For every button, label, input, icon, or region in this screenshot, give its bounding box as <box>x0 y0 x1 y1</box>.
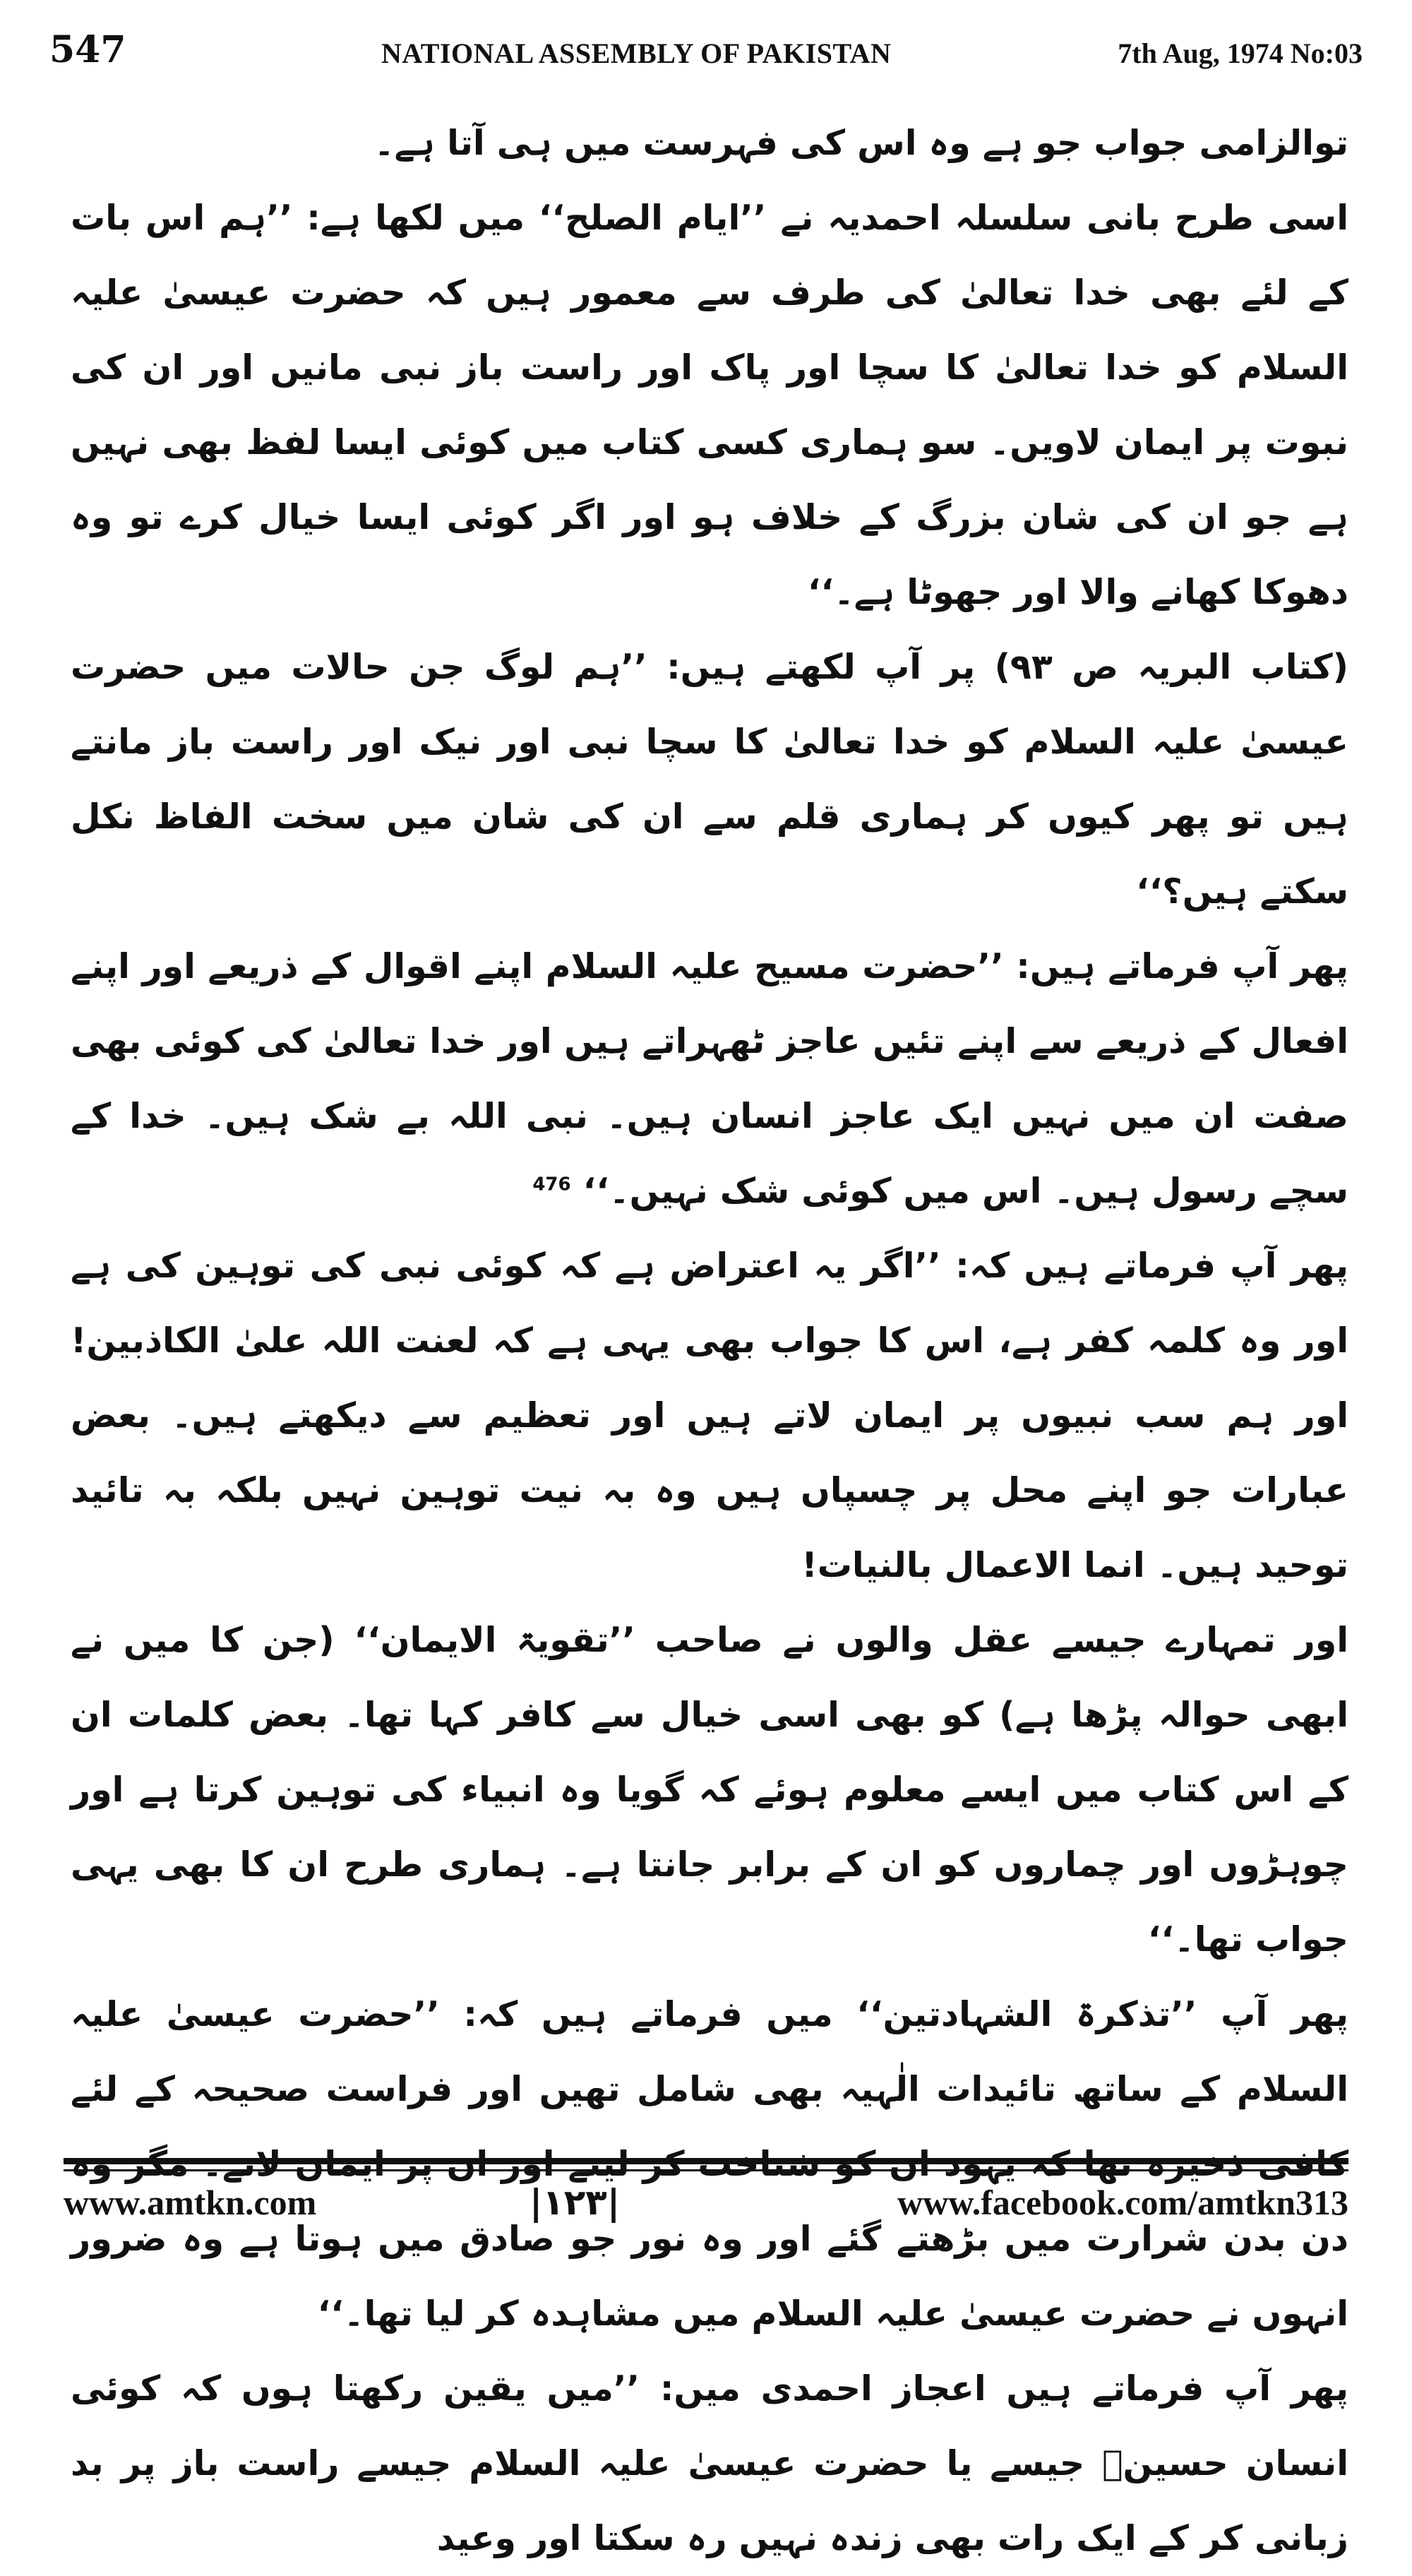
website-link[interactable]: www.amtkn.com <box>64 2183 317 2222</box>
paragraph-4-text: پھر آپ فرماتے ہیں: ’’حضرت مسیح علیہ السلام اپنے اقوال کے ذریعے اور اپنے افعال کے ذریعے سے اپنے تئیں عاجز ٹھہراتے ہیں اور خدا تعالیٰ کی کوئی بھی صفت ان میں نہیں ایک عاجز انسان ہیں۔ نبی اللہ بے شک ہیں۔ خدا کے سچے رسول ہیں۔ اس میں کوئی شک نہیں۔‘‘ <box>71 946 1348 1211</box>
footer-rule-thin <box>64 2169 1348 2171</box>
paragraph-3: (کتاب البریہ ص ۹۳) پر آپ لکھتے ہیں: ’’ہم لوگ جن حالات میں حضرت عیسیٰ علیہ السلام کو خدا تعالیٰ کا سچا نبی اور نیک اور راست باز مانتے ہیں تو پھر کیوں کر ہماری قلم سے ان کی شان میں سخت الفاظ نکل سکتے ہیں؟‘‘ <box>71 647 1348 912</box>
paragraph-7: پھر آپ ’’تذکرۃ الشہادتین‘‘ میں فرماتے ہیں کہ: ’’حضرت عیسیٰ علیہ السلام کے ساتھ تائیدات الٰہیہ بھی شامل تھیں اور فراست صحیحہ کے لئے دن بدن شرارت میں بڑھتے گئے اور وہ نور جو صادق میں ہوتا ہے وہ ضرور انہوں نے حضرت عیسیٰ علیہ السلام میں مشاہدہ کر لیا تھا۔‘‘ <box>71 1994 1348 2334</box>
paragraph-5: پھر آپ فرماتے ہیں کہ: ’’اگر یہ اعتراض ہے کہ کوئی نبی کی توہین کی ہے اور وہ کلمہ کفر ہے، اس کا جواب بھی یہی ہے کہ لعنت اللہ علیٰ الکاذبین! اور ہم سب نبیوں پر ایمان لاتے ہیں اور تعظیم سے دیکھتے ہیں۔ بعض عبارات جو اپنے محل پر چسپاں ہیں وہ بہ نیت توہین نہیں بلکہ بہ تائید توحید ہیں۔ انما الاعمال بالنیات! <box>71 1246 1348 1585</box>
paragraph-8: پھر آپ فرماتے ہیں اعجاز احمدی میں: ’’میں یقین رکھتا ہوں کہ کوئی انسان حسینؓ جیسے یا حضرت عیسیٰ علیہ السلام جیسے راست باز پر بد زبانی کر کے ایک رات بھی زندہ نہیں رہ سکتا اور وعید <box>71 2368 1348 2558</box>
page-header <box>49 28 1363 78</box>
paragraph-1: توالزامی جواب جو ہے وہ اس کی فہرست میں ہی آتا ہے۔ <box>373 123 1348 163</box>
paragraph-2: اسی طرح بانی سلسلہ احمدیہ نے ’’ایام الصلح‘‘ میں لکھا ہے: ’’ہم اس بات کے لئے بھی خدا تعالیٰ کی طرف سے معمور ہیں کہ حضرت عیسیٰ علیہ السلام کو خدا تعالیٰ کا سچا اور پاک اور راست باز نبی مانیں اور ان کی نبوت پر ایمان لاویں۔ سو ہماری کسی کتاب میں کوئی ایسا لفظ بھی نہیں ہے جو ان کی شان بزرگ کے خلاف ہو اور اگر کوئی ایسا خیال کرے تو وہ دھوکا کھانے والا اور جھوٹا ہے۔‘‘ <box>71 198 1348 612</box>
margin-note: 476 <box>532 1174 571 1195</box>
footer-page-marker: |۱۲۳| <box>530 2182 621 2223</box>
paragraph-6: اور تمہارے جیسے عقل والوں نے صاحب ’’تقویۃ الایمان‘‘ (جن کا میں نے ابھی حوالہ پڑھا ہے) کو بھی اسی خیال سے کافر کہا تھا۔ بعض کلمات ان کے اس کتاب میں ایسے معلوم ہوئے کہ گویا وہ انبیاء کی توہین کرتا ہے اور چوہڑوں اور چماروں کو ان کے برابر جانتا ہے۔ ہماری طرح ان کا بھی یہی جواب تھا۔‘‘ <box>71 1620 1348 1960</box>
facebook-link[interactable]: www.facebook.com/amtkn313 <box>897 2183 1348 2222</box>
page-number: 547 <box>49 28 126 71</box>
page-footer <box>64 2182 1348 2231</box>
paragraph-4 <box>71 929 1348 1229</box>
session-date: 7th Aug, 1974 No:03 <box>1118 37 1363 69</box>
footer-rule-thick <box>64 2158 1348 2164</box>
publication-title: NATIONAL ASSEMBLY OF PAKISTAN <box>381 37 892 69</box>
